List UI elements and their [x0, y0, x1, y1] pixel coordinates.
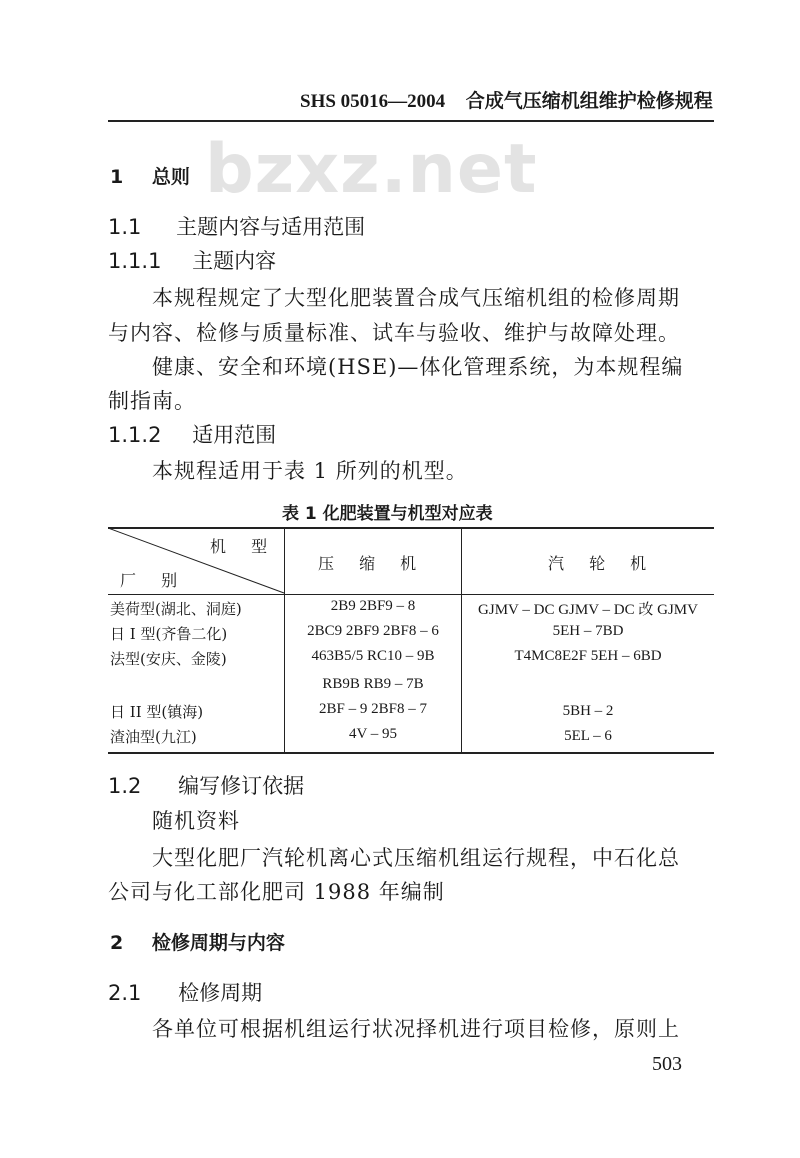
table-header-turbine: 汽 轮 机 — [548, 554, 657, 573]
cell-compressor: 463B5/5 RC10 – 9B — [311, 648, 435, 664]
paragraph-line: 大型化肥厂汽轮机离心式压缩机组运行规程，中石化总 — [152, 846, 680, 870]
section-number: 2.1 — [108, 981, 142, 1005]
section-number: 1 — [110, 166, 124, 188]
section-title: 主题内容 — [192, 249, 277, 273]
section-title: 主题内容与适用范围 — [176, 215, 366, 239]
table-bottom-rule — [108, 752, 714, 754]
cell-turbine: 5BH – 2 — [562, 703, 614, 719]
section-title: 总则 — [151, 166, 190, 188]
paragraph-line: 公司与化工部化肥司 1988 年编制 — [108, 880, 445, 904]
section-1-heading — [110, 162, 190, 189]
cell-factory: 法型(安庆、金陵) — [110, 650, 227, 668]
section-title: 检修周期 — [178, 981, 263, 1005]
cell-factory: 美荷型(湖北、洞庭) — [110, 600, 242, 618]
paragraph-line: 制指南。 — [108, 389, 196, 413]
section-1-1-heading — [108, 211, 365, 241]
section-number: 1.1 — [108, 215, 142, 239]
cell-factory: 日 II 型(镇海) — [110, 703, 204, 721]
page-number: 503 — [652, 1053, 682, 1075]
standard-code: SHS 05016—2004 — [300, 91, 446, 112]
table-header-compressor: 压 缩 机 — [318, 554, 427, 573]
table-header-rule — [108, 594, 714, 595]
section-number: 2 — [110, 932, 124, 954]
document-title: 合成气压缩机组维护检修规程 — [465, 90, 713, 112]
section-title: 检修周期与内容 — [151, 932, 285, 954]
cell-compressor: 2BF – 9 2BF8 – 7 — [319, 701, 427, 717]
paragraph-line: 各单位可根据机组运行状况择机进行项目检修，原则上 — [152, 1017, 680, 1041]
paragraph-line: 本规程规定了大型化肥装置合成气压缩机组的检修周期 — [152, 286, 680, 310]
section-number: 1.2 — [108, 774, 142, 798]
cell-turbine: 5EL – 6 — [564, 728, 612, 744]
paragraph-line: 本规程适用于表 1 所列的机型。 — [152, 459, 468, 483]
section-1-2-heading — [108, 770, 304, 800]
paragraph-line: 与内容、检修与质量标准、试车与验收、维护与故障处理。 — [108, 321, 680, 345]
section-2-heading — [110, 928, 285, 955]
cell-compressor: 4V – 95 — [348, 726, 398, 742]
section-number: 1.1.2 — [108, 423, 162, 447]
table-corner-top-label: 机 型 — [210, 537, 278, 556]
section-number: 1.1.1 — [108, 249, 162, 273]
watermark: bzxz.net — [205, 130, 538, 209]
cell-compressor: 2B9 2BF9 – 8 — [330, 598, 416, 614]
cell-turbine: T4MC8E2F 5EH – 6BD — [514, 648, 662, 664]
cell-compressor: 2BC9 2BF9 2BF8 – 6 — [307, 623, 439, 639]
paragraph-line: 健康、安全和环境(HSE)—体化管理系统，为本规程编 — [152, 355, 684, 379]
cell-factory: 日 I 型(齐鲁二化) — [110, 625, 228, 643]
section-1-1-2-heading — [108, 419, 276, 449]
cell-compressor: RB9B RB9 – 7B — [322, 676, 424, 692]
section-1-1-1-heading — [108, 245, 276, 275]
header-rule — [108, 120, 714, 122]
cell-turbine: 5EH – 7BD — [552, 623, 624, 639]
cell-turbine: GJMV – DC GJMV – DC 改 GJMV — [478, 602, 698, 618]
section-2-1-heading — [108, 977, 262, 1007]
running-header — [300, 86, 713, 113]
table-caption: 表 1 化肥装置与机型对应表 — [282, 504, 493, 524]
section-title: 适用范围 — [192, 423, 277, 447]
section-title: 编写修订依据 — [178, 774, 305, 798]
cell-factory: 渣油型(九江) — [110, 728, 197, 746]
paragraph-line: 随机资料 — [152, 809, 240, 833]
table-corner-bottom-label: 厂 别 — [120, 571, 188, 590]
